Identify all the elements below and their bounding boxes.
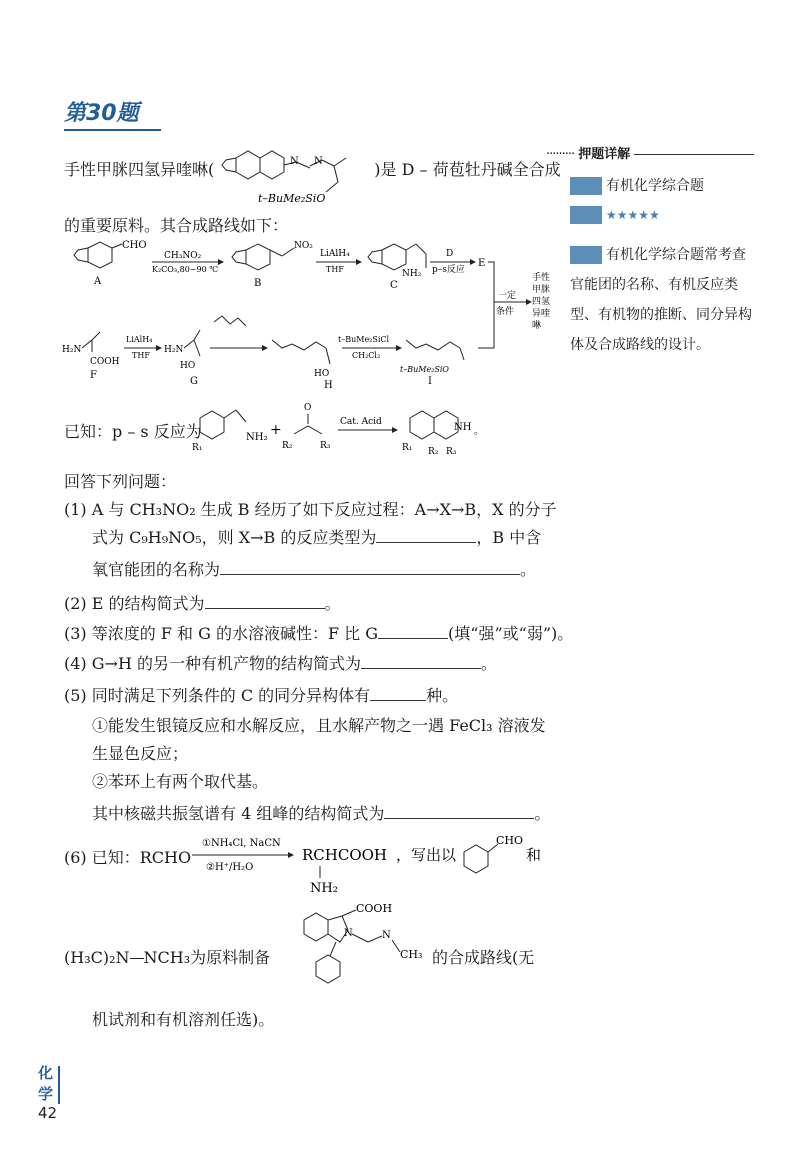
compound-a (74, 240, 147, 287)
q4-blank[interactable] (361, 654, 481, 669)
q2: (2) E 的结构简式为 。 (64, 594, 341, 613)
svg-text:条件: 条件 (496, 307, 515, 317)
svg-text:HO: HO (180, 361, 196, 371)
svg-text:CH₃: CH₃ (400, 948, 423, 961)
svg-text:LiAlH₄: LiAlH₄ (320, 249, 350, 259)
sidebar-row-type: 有机化学综合题 (570, 175, 704, 195)
q6-text-e: 的合成路线(无 (432, 948, 535, 967)
star-icon: ★★★★★ (606, 208, 660, 222)
known-prefix: 已知：p – s 反应为 (64, 422, 202, 441)
synthesis-scheme (60, 240, 550, 410)
question-title: 第30题 (64, 96, 161, 131)
svg-text:B: B (254, 278, 262, 289)
q6-reagent: (H₃C)₂N NCH₃为原料制备 (64, 948, 271, 967)
svg-text:R₁: R₁ (402, 443, 413, 453)
svg-text:CHO: CHO (122, 240, 147, 251)
q1-line3: 氧官能团的名称为 。 (92, 560, 537, 579)
svg-text:O: O (304, 403, 312, 413)
svg-text:R₃: R₃ (446, 447, 457, 457)
q4: (4) G→H 的另一种有机产物的结构简式为 。 (64, 654, 497, 673)
svg-text:N: N (314, 156, 323, 167)
svg-text:NH₂: NH₂ (402, 269, 422, 279)
q5-nmr: 其中核磁共振氢谱有 4 组峰的结构简式为 。 (92, 804, 551, 823)
product-label-5: 啉 (532, 321, 542, 331)
svg-text:CH₃NO₂: CH₃NO₂ (164, 251, 202, 261)
svg-text:C: C (390, 280, 398, 291)
intro-line2: 的重要原料。其合成路线如下： (64, 216, 289, 235)
svg-text:R₂: R₂ (282, 441, 293, 451)
svg-text:NH₂: NH₂ (310, 881, 338, 896)
svg-text:和: 和 (526, 846, 542, 864)
svg-text:D: D (446, 249, 454, 259)
product-label-4: 异喹 (532, 309, 550, 319)
svg-text:I: I (428, 376, 432, 387)
q3: (3) 等浓度的 F 和 G 的水溶液碱性：F 比 G (填“强”或“弱”)。 (64, 624, 574, 643)
q5-cond1: ①能发生银镜反应和水解反应，且水解产物之一遇 FeCl₃ 溶液发 (92, 716, 546, 735)
svg-text:NH₂: NH₂ (246, 432, 268, 443)
svg-text:①NH₄Cl, NaCN: ①NH₄Cl, NaCN (202, 838, 281, 849)
svg-text:H: H (324, 380, 333, 391)
q1-blank-type[interactable] (376, 528, 476, 543)
q1-line1: (1) A 与 CH₃NO₂ 生成 B 经历了如下反应过程：A→X→B，X 的分子 (64, 500, 557, 519)
q6-text-f: 机试剂和有机溶剂任选)。 (92, 1010, 275, 1029)
svg-text:NO₂: NO₂ (294, 241, 313, 251)
svg-text:N: N (290, 156, 299, 167)
svg-text:A: A (94, 276, 102, 287)
svg-text:THF: THF (326, 265, 344, 274)
q6-target-structure (296, 900, 436, 1000)
svg-text:CH₂Cl₂: CH₂Cl₂ (352, 351, 381, 360)
svg-text:p–s反应: p–s反应 (432, 265, 465, 275)
compound-b (232, 241, 313, 289)
svg-text:K₂CO₃,80~90 ℃: K₂CO₃,80~90 ℃ (152, 265, 219, 274)
svg-text:HO: HO (314, 369, 330, 379)
svg-text:G: G (190, 376, 198, 387)
svg-text:，写出以: ，写出以 (396, 846, 457, 864)
svg-text:t–BuMe₂SiO: t–BuMe₂SiO (400, 365, 449, 374)
svg-text:NH: NH (454, 422, 472, 433)
q6-known-reaction (186, 830, 550, 900)
chiral-amidine-structure (218, 140, 368, 210)
svg-text:。: 。 (474, 426, 484, 437)
svg-text:t–BuMe₂SiCl: t–BuMe₂SiCl (338, 335, 390, 344)
compound-f (62, 332, 120, 381)
svg-text:COOH: COOH (90, 357, 120, 367)
q1-line2: 式为 C₉H₉NO₅，则 X→B 的反应类型为 ，B 中含 (92, 528, 542, 547)
q6-prefix: (6) 已知：RCHO (64, 848, 192, 867)
q5-blank-count[interactable] (370, 686, 426, 701)
svg-text:COOH: COOH (356, 902, 393, 915)
compound-c (368, 244, 426, 291)
product-label-3: 四氢 (532, 297, 550, 307)
compound-g (164, 330, 200, 387)
svg-text:N: N (344, 928, 353, 939)
compound-h (272, 340, 333, 391)
svg-text:②H⁺/H₂O: ②H⁺/H₂O (206, 862, 254, 873)
svg-text:E: E (478, 258, 486, 269)
ps-reaction-scheme (184, 400, 484, 460)
sidebar-header: ········· 押题详解 (546, 143, 754, 162)
intro-text-b: )是 D – 荷苞牡丹碱全合成 (374, 160, 561, 179)
q5-blank-structure[interactable] (384, 804, 534, 819)
sidebar-row-difficulty (570, 206, 660, 224)
svg-text:+: + (270, 422, 282, 438)
q3-blank[interactable] (378, 624, 448, 639)
analysis-tag (570, 246, 602, 264)
svg-text:H₂N: H₂N (164, 345, 184, 355)
intro-text-a: 手性甲脒四氢异喹啉( (64, 160, 215, 179)
svg-text:H₂N: H₂N (62, 345, 82, 355)
questions-intro: 回答下列问题： (64, 472, 177, 491)
compound-i (400, 340, 464, 387)
svg-text:LiAlH₄: LiAlH₄ (126, 335, 153, 344)
intro-tbs-label: t–BuMe₂SiO (258, 192, 326, 205)
product-label-1: 手性 (532, 273, 550, 283)
svg-text:THF: THF (132, 351, 150, 360)
q1-blank-group[interactable] (220, 560, 520, 575)
difficulty-tag (570, 206, 602, 224)
svg-text:F: F (90, 370, 97, 381)
svg-text:CHO: CHO (496, 834, 524, 847)
svg-text:N: N (382, 930, 391, 941)
svg-text:Cat. Acid: Cat. Acid (340, 417, 382, 427)
page-footer: 化 学 42 (38, 1064, 58, 1122)
svg-text:R₂: R₂ (428, 447, 439, 457)
svg-text:RCHCOOH: RCHCOOH (302, 846, 388, 864)
q5-cond2: ②苯环上有两个取代基。 (92, 772, 269, 791)
product-label-2: 甲脒 (532, 285, 550, 295)
svg-text:R₁: R₁ (192, 443, 203, 453)
svg-text:一定: 一定 (498, 291, 517, 301)
sidebar-explanation: 有机化学综合题常考查 官能团的名称、有机反应类 型、有机物的推断、同分异构 体及合成路线的设计。 (570, 247, 752, 353)
svg-text:R₃: R₃ (320, 441, 331, 451)
q5-cond1-cont: 生显色反应； (92, 744, 189, 763)
footer-bar (58, 1066, 60, 1104)
q2-blank[interactable] (205, 594, 325, 609)
q5: (5) 同时满足下列条件的 C 的同分异构体有 种。 (64, 686, 459, 705)
type-tag (570, 177, 602, 195)
